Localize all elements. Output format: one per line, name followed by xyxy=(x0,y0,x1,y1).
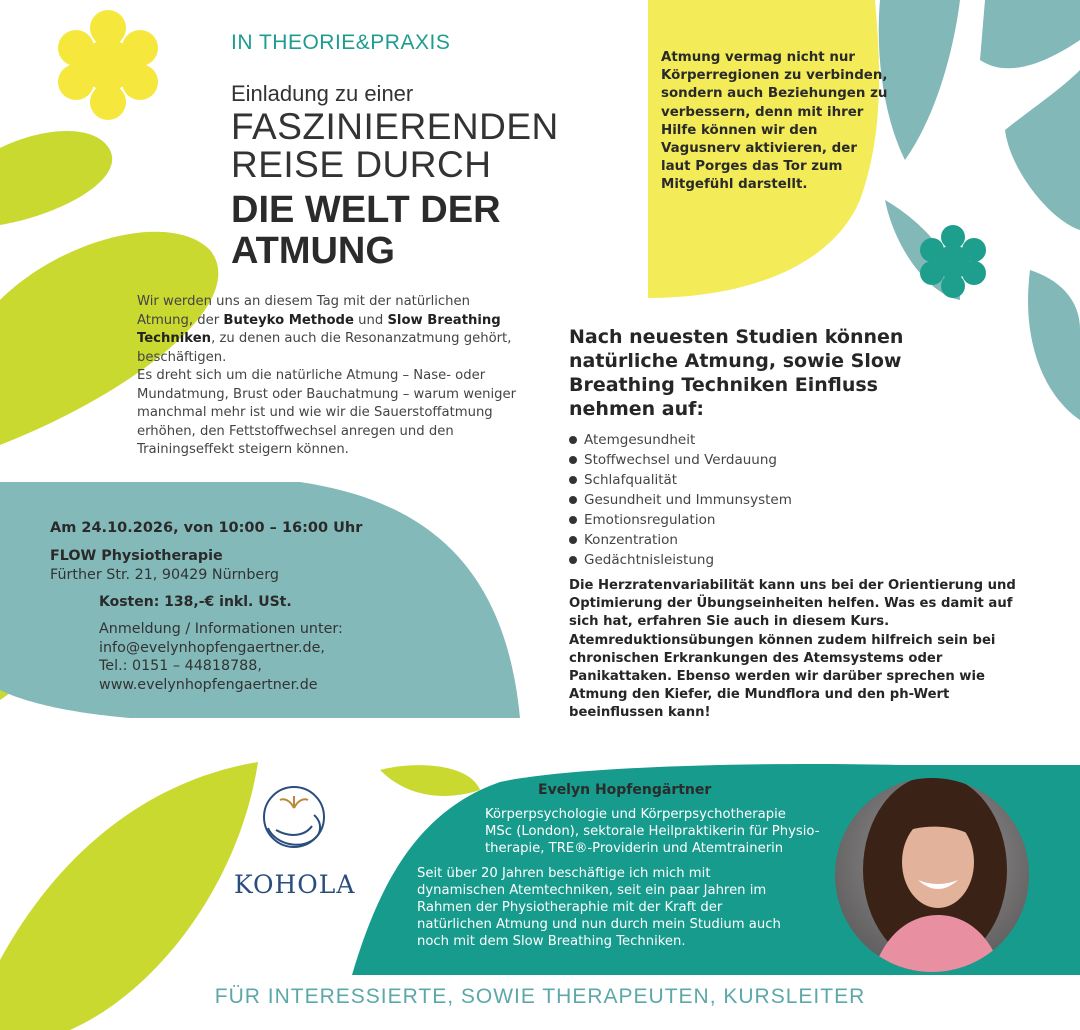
person-name: Evelyn Hopfengärtner xyxy=(538,782,712,798)
lime-leaf-top xyxy=(0,131,112,225)
whale-logo-icon xyxy=(264,787,324,847)
person-bio: Seit über 20 Jahren beschäftige ich mich mit dynamischen Atemtechniken, seit ein paar Jahren im Rahmen der Physiotheraphie mit der Kraft der natürlichen Atmung und nun durch mein Studium auch noch mit dem Slow Breathing Techniken. xyxy=(417,866,781,949)
lime-leaf-bottom-right xyxy=(380,765,480,796)
kicker: IN THEORIE&PRAXIS xyxy=(231,31,451,54)
intro-paragraph-1: Wir werden uns an diesem Tag mit der natürlichen Atmung, der Buteyko Methode und Slow Breathing Techniken, zu denen auch die Resonanzatmung gehört, beschäftigen. xyxy=(137,294,512,365)
event-address: Fürther Str. 21, 90429 Nürnberg xyxy=(50,566,279,583)
list-item: Gedächtnisleistung xyxy=(569,550,792,570)
benefit-list xyxy=(569,430,792,570)
slow-breathing-bold: Slow Breathing Techniken xyxy=(137,312,501,346)
title-bold-line-1: DIE WELT DER xyxy=(231,189,501,231)
title-small: Einladung zu einer xyxy=(231,81,414,106)
event-location xyxy=(50,547,279,584)
footer-audience: FÜR INTERESSIERTE, SOWIE THERAPEUTEN, KURSLEITER xyxy=(214,985,866,1008)
title-line-1: FASZINIERENDEN xyxy=(231,106,559,147)
yellow-flower-icon xyxy=(58,10,158,120)
list-item: Stoffwechsel und Verdauung xyxy=(569,450,792,470)
title-line-2: REISE DURCH xyxy=(231,144,492,185)
intro-text xyxy=(137,293,522,460)
list-item: Emotionsregulation xyxy=(569,510,792,530)
buteyko-bold: Buteyko Methode xyxy=(223,312,354,328)
list-item: Konzentration xyxy=(569,530,792,550)
title-bold xyxy=(231,190,501,272)
list-item: Atemgesundheit xyxy=(569,430,792,450)
contact-phone[interactable]: Tel.: 0151 – 44818788, xyxy=(99,658,262,674)
teal-leaf-3 xyxy=(1005,70,1080,230)
title-large xyxy=(231,108,559,184)
contact-label: Anmeldung / Informationen unter: xyxy=(99,621,343,637)
callout-text: Atmung vermag nicht nur Körperregionen zu verbinden, sondern auch Beziehungen zu verbessern, denn mit ihrer Hilfe können wir den Vagusnerv aktivieren, der laut Porges das Tor zum Mitgefühl darstellt. xyxy=(661,50,888,193)
teal-leaf-4 xyxy=(1028,270,1080,420)
event-contact xyxy=(99,620,343,694)
contact-website[interactable]: www.evelynhopfengaertner.de xyxy=(99,676,318,693)
contact-email[interactable]: info@evelynhopfengaertner.de, xyxy=(99,639,325,656)
title-bold-line-2: ATMUNG xyxy=(231,230,395,272)
person-qualifications: Körperpsychologie und Körperpsychotherapie MSc (London), sektorale Heilpraktikerin für Physio- therapie, TRE®-Providerin und Atemtrainerin xyxy=(485,807,820,856)
list-item: Gesundheit und Immunsystem xyxy=(569,490,792,510)
list-item: Schlafqualität xyxy=(569,470,792,490)
studies-heading: Nach neuesten Studien können natürliche Atmung, sowie Slow Breathing Techniken Einfluss nehmen auf: xyxy=(569,326,904,420)
intro-paragraph-2: Es dreht sich um die natürliche Atmung – Nase- oder Mundatmung, Brust oder Bauchatmung – warum weniger manchmal mehr ist und wie wir die Sauerstoffatmung erhöhen, den Fettstoffwechsel anregen und den Trainingseffekt steigern können. xyxy=(137,368,517,457)
event-venue: FLOW Physiotherapie xyxy=(50,548,223,564)
event-date: Am 24.10.2026, von 10:00 – 16:00 Uhr xyxy=(50,520,363,536)
hrv-paragraph: Die Herzratenvariabilität kann uns bei der Orientierung und Optimierung der Übungseinheiten helfen. Was es damit auf sich hat, erfahren Sie auch in diesem Kurs. Atemreduktionsübungen können zudem hilfreich sein bei chronischen Erkrankungen des Atemsystems oder Panikattaken. Ebenso werden wir darüber sprechen wie Atmung den Kiefer, die Mundflora und den ph-Wert beeinflussen kann! xyxy=(569,578,1016,721)
logo-name: KOHOLA xyxy=(234,870,356,899)
teal-leaf-2 xyxy=(980,0,1080,68)
event-cost: Kosten: 138,-€ inkl. USt. xyxy=(99,594,292,610)
